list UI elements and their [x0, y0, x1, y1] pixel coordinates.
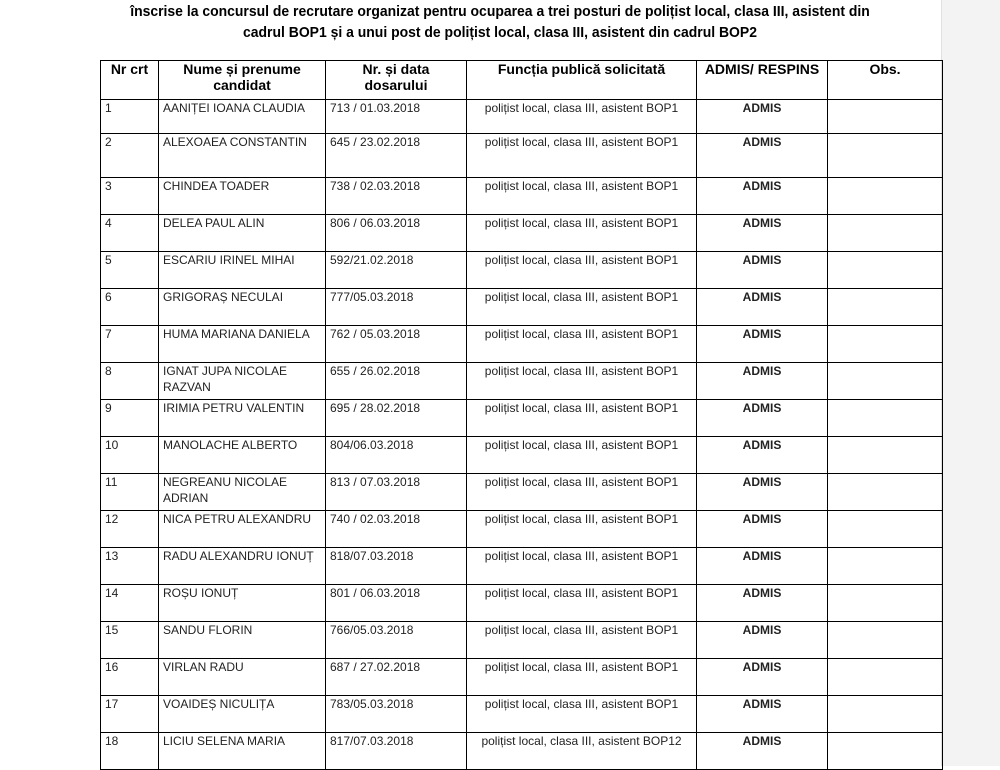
table-row	[101, 100, 943, 134]
cell-post: polițist local, clasa III, asistent BOP1	[467, 289, 697, 326]
table-row	[101, 622, 943, 659]
cell-post: polițist local, clasa III, asistent BOP1	[467, 100, 697, 134]
cell-obs	[828, 548, 943, 585]
cell-name: NEGREANU NICOLAE ADRIAN	[159, 474, 326, 511]
cell-obs	[828, 733, 943, 770]
header-post: Funcția publică solicitată	[467, 61, 697, 100]
cell-name: LICIU SELENA MARIA	[159, 733, 326, 770]
cell-nr: 1	[101, 100, 159, 134]
cell-nr: 15	[101, 622, 159, 659]
cell-post: polițist local, clasa III, asistent BOP1	[467, 474, 697, 511]
cell-file: 762 / 05.03.2018	[326, 326, 467, 363]
table-row	[101, 548, 943, 585]
cell-status: ADMIS	[697, 585, 828, 622]
cell-obs	[828, 363, 943, 400]
cell-obs	[828, 400, 943, 437]
cell-post: polițist local, clasa III, asistent BOP1	[467, 252, 697, 289]
cell-nr: 2	[101, 134, 159, 178]
cell-obs	[828, 289, 943, 326]
table-header-row	[101, 61, 943, 100]
candidates-table	[100, 60, 943, 770]
cell-post: polițist local, clasa III, asistent BOP1	[467, 215, 697, 252]
cell-name: IGNAT JUPA NICOLAE RAZVAN	[159, 363, 326, 400]
table-row	[101, 326, 943, 363]
cell-status: ADMIS	[697, 474, 828, 511]
cell-nr: 13	[101, 548, 159, 585]
cell-post: polițist local, clasa III, asistent BOP1	[467, 696, 697, 733]
cell-name: ESCARIU IRINEL MIHAI	[159, 252, 326, 289]
cell-obs	[828, 326, 943, 363]
cell-nr: 8	[101, 363, 159, 400]
cell-file: 806 / 06.03.2018	[326, 215, 467, 252]
header-nr: Nr crt	[101, 61, 159, 100]
cell-status: ADMIS	[697, 289, 828, 326]
cell-name: VOAIDEȘ NICULIȚA	[159, 696, 326, 733]
table-row	[101, 289, 943, 326]
cell-file: 766/05.03.2018	[326, 622, 467, 659]
cell-file: 801 / 06.03.2018	[326, 585, 467, 622]
cell-obs	[828, 474, 943, 511]
cell-name: GRIGORAȘ NECULAI	[159, 289, 326, 326]
cell-post: polițist local, clasa III, asistent BOP1	[467, 437, 697, 474]
table-row	[101, 585, 943, 622]
cell-post: polițist local, clasa III, asistent BOP1	[467, 585, 697, 622]
cell-obs	[828, 100, 943, 134]
cell-status: ADMIS	[697, 178, 828, 215]
cell-file: 740 / 02.03.2018	[326, 511, 467, 548]
cell-post: polițist local, clasa III, asistent BOP1	[467, 134, 697, 178]
cell-name: NICA PETRU ALEXANDRU	[159, 511, 326, 548]
cell-nr: 3	[101, 178, 159, 215]
cell-status: ADMIS	[697, 548, 828, 585]
cell-file: 783/05.03.2018	[326, 696, 467, 733]
table-row	[101, 215, 943, 252]
cell-post: polițist local, clasa III, asistent BOP1	[467, 400, 697, 437]
cell-post: polițist local, clasa III, asistent BOP12	[467, 733, 697, 770]
cell-nr: 16	[101, 659, 159, 696]
cell-name: DELEA PAUL ALIN	[159, 215, 326, 252]
cell-name: VIRLAN RADU	[159, 659, 326, 696]
cell-nr: 4	[101, 215, 159, 252]
table-row	[101, 659, 943, 696]
cell-status: ADMIS	[697, 400, 828, 437]
cell-file: 713 / 01.03.2018	[326, 100, 467, 134]
cell-name: HUMA MARIANA DANIELA	[159, 326, 326, 363]
cell-status: ADMIS	[697, 134, 828, 178]
cell-obs	[828, 585, 943, 622]
cell-name: ROȘU IONUȚ	[159, 585, 326, 622]
cell-name: SANDU FLORIN	[159, 622, 326, 659]
cell-nr: 11	[101, 474, 159, 511]
cell-file: 738 / 02.03.2018	[326, 178, 467, 215]
table-row	[101, 733, 943, 770]
cell-nr: 10	[101, 437, 159, 474]
header-file: Nr. și data dosarului	[326, 61, 467, 100]
cell-status: ADMIS	[697, 733, 828, 770]
cell-name: RADU ALEXANDRU IONUȚ	[159, 548, 326, 585]
document-title	[91, 0, 909, 43]
cell-post: polițist local, clasa III, asistent BOP1	[467, 548, 697, 585]
cell-file: 695 / 28.02.2018	[326, 400, 467, 437]
cell-obs	[828, 178, 943, 215]
cell-status: ADMIS	[697, 100, 828, 134]
title-line-1: înscrise la concursul de recrutare organizat pentru ocuparea a trei posturi de polițist local, clasa III, asistent din	[130, 3, 870, 20]
cell-file: 687 / 27.02.2018	[326, 659, 467, 696]
table-row	[101, 400, 943, 437]
cell-obs	[828, 659, 943, 696]
cell-obs	[828, 511, 943, 548]
cell-post: polițist local, clasa III, asistent BOP1	[467, 622, 697, 659]
table-row	[101, 437, 943, 474]
cell-name: IRIMIA PETRU VALENTIN	[159, 400, 326, 437]
cell-obs	[828, 215, 943, 252]
cell-nr: 9	[101, 400, 159, 437]
table-body	[101, 100, 943, 770]
cell-file: 813 / 07.03.2018	[326, 474, 467, 511]
cell-obs	[828, 134, 943, 178]
cell-file: 592/21.02.2018	[326, 252, 467, 289]
cell-status: ADMIS	[697, 252, 828, 289]
cell-file: 817/07.03.2018	[326, 733, 467, 770]
table-row	[101, 252, 943, 289]
cell-obs	[828, 252, 943, 289]
table-row	[101, 134, 943, 178]
header-name: Nume și prenume candidat	[159, 61, 326, 100]
cell-nr: 6	[101, 289, 159, 326]
cell-file: 645 / 23.02.2018	[326, 134, 467, 178]
table-row	[101, 178, 943, 215]
cell-post: polițist local, clasa III, asistent BOP1	[467, 363, 697, 400]
cell-nr: 14	[101, 585, 159, 622]
cell-nr: 12	[101, 511, 159, 548]
cell-post: polițist local, clasa III, asistent BOP1	[467, 511, 697, 548]
table-row	[101, 696, 943, 733]
cell-nr: 5	[101, 252, 159, 289]
cell-file: 818/07.03.2018	[326, 548, 467, 585]
cell-nr: 18	[101, 733, 159, 770]
cell-file: 804/06.03.2018	[326, 437, 467, 474]
cell-post: polițist local, clasa III, asistent BOP1	[467, 659, 697, 696]
cell-status: ADMIS	[697, 437, 828, 474]
cell-post: polițist local, clasa III, asistent BOP1	[467, 178, 697, 215]
table-row	[101, 511, 943, 548]
cell-name: AANIȚEI IOANA CLAUDIA	[159, 100, 326, 134]
cell-status: ADMIS	[697, 511, 828, 548]
cell-status: ADMIS	[697, 363, 828, 400]
cell-name: ALEXOAEA CONSTANTIN	[159, 134, 326, 178]
cell-file: 655 / 26.02.2018	[326, 363, 467, 400]
cell-obs	[828, 437, 943, 474]
cell-post: polițist local, clasa III, asistent BOP1	[467, 326, 697, 363]
title-line-2: cadrul BOP1 și a unui post de polițist local, clasa III, asistent din cadrul BOP2	[243, 24, 757, 41]
page-edge	[941, 0, 1000, 766]
table-row	[101, 474, 943, 511]
cell-nr: 17	[101, 696, 159, 733]
cell-status: ADMIS	[697, 659, 828, 696]
cell-obs	[828, 622, 943, 659]
cell-obs	[828, 696, 943, 733]
cell-file: 777/05.03.2018	[326, 289, 467, 326]
cell-status: ADMIS	[697, 326, 828, 363]
cell-name: MANOLACHE ALBERTO	[159, 437, 326, 474]
cell-status: ADMIS	[697, 215, 828, 252]
table-row	[101, 363, 943, 400]
cell-status: ADMIS	[697, 696, 828, 733]
cell-name: CHINDEA TOADER	[159, 178, 326, 215]
header-status: ADMIS/ RESPINS	[697, 61, 828, 100]
cell-status: ADMIS	[697, 622, 828, 659]
header-obs: Obs.	[828, 61, 943, 100]
cell-nr: 7	[101, 326, 159, 363]
